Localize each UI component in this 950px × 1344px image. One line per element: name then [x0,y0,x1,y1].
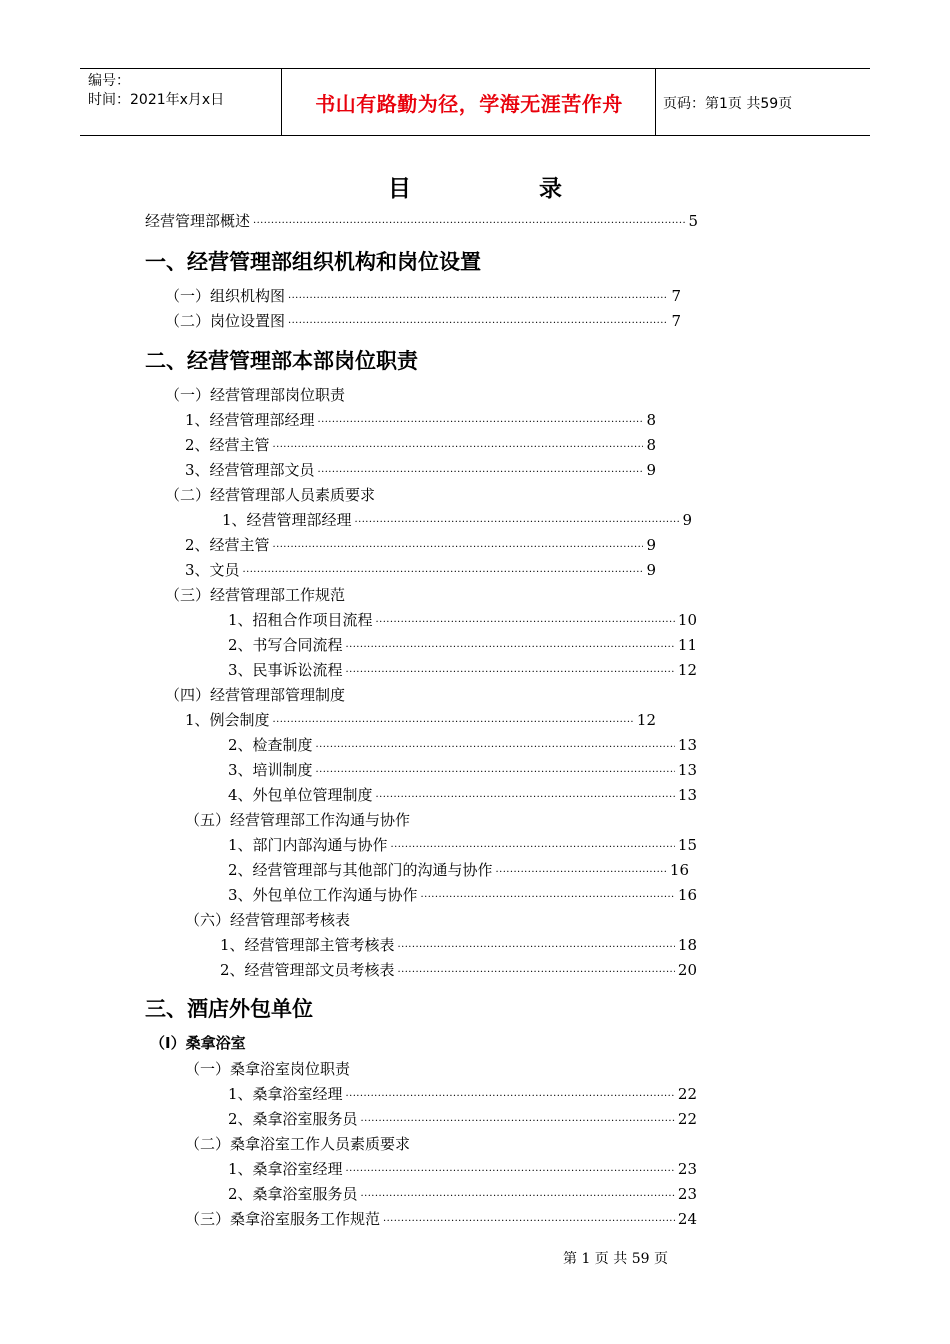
toc-entry[interactable] [165,310,681,330]
toc-entry-page: 16 [677,886,697,904]
toc-entry-text: 1、桑拿浴室经理 [228,1085,343,1103]
toc-entry[interactable] [228,734,697,754]
dot-leader [346,642,675,653]
toc-entry[interactable] [185,434,656,454]
toc-entry-text: 2、经营主管 [185,536,270,554]
toc-group: （三）经营管理部工作规范 [165,586,346,604]
toc-entry[interactable] [228,834,697,854]
toc-entry-page: 8 [646,411,656,429]
toc-entry[interactable] [228,1083,697,1103]
toc-entry-text: 1、经营管理部经理 [222,511,352,529]
toc-entry-page: 12 [636,711,656,729]
toc-entry-text: （一）组织机构图 [165,287,286,305]
toc-group: （二）桑拿浴室工作人员素质要求 [185,1135,411,1153]
toc-entry-page: 9 [646,461,656,479]
toc-entry-text: 2、桑拿浴室服务员 [228,1185,358,1203]
toc-entry-text: 2、检查制度 [228,736,313,754]
toc-entry[interactable] [228,784,697,804]
toc-entry[interactable] [145,210,698,230]
dot-leader [391,842,675,853]
toc-entry-text: （三）桑拿浴室服务工作规范 [185,1210,381,1228]
toc-entry-text: 2、经营主管 [185,436,270,454]
dot-leader [273,542,644,553]
toc-entry-text: （二）岗位设置图 [165,312,286,330]
dot-leader [361,1116,675,1127]
toc-title: 目 录 [387,176,622,202]
dot-leader [421,892,675,903]
dot-leader [346,1166,675,1177]
toc-entry[interactable] [185,459,656,479]
toc-entry-page: 11 [677,636,697,654]
toc-entry[interactable] [220,934,697,954]
toc-group: （六）经营管理部考核表 [185,911,351,929]
toc-entry-page: 9 [646,536,656,554]
dot-leader [318,417,644,428]
toc-entry-text: 3、文员 [185,561,240,579]
toc-entry-page: 13 [677,761,697,779]
toc-entry-page: 5 [688,212,698,230]
header-page-info: 页码：第1页 共59页 [663,96,793,112]
toc-entry-text: 经营管理部概述 [145,212,251,230]
toc-entry-text: 3、民事诉讼流程 [228,661,343,679]
toc-group: （五）经营管理部工作沟通与协作 [185,811,411,829]
toc-entry[interactable] [222,509,692,529]
toc-entry-page: 23 [677,1160,697,1178]
dot-leader [346,667,675,678]
toc-entry-page: 12 [677,661,697,679]
toc-entry-text: 1、招租合作项目流程 [228,611,373,629]
header-divider [655,69,656,135]
toc-entry[interactable] [165,285,681,305]
dot-leader [243,567,644,578]
time-label: 时间：2021年x月x日 [88,92,225,108]
toc-entry-text: 1、经营管理部主管考核表 [220,936,395,954]
toc-entry-text: 1、桑拿浴室经理 [228,1160,343,1178]
toc-entry-page: 13 [677,786,697,804]
dot-leader [288,318,668,329]
toc-entry-text: 1、经营管理部经理 [185,411,315,429]
subsection-heading: （Ⅰ）桑拿浴室 [150,1034,246,1052]
toc-entry[interactable] [228,1108,697,1128]
page-header [80,68,870,136]
toc-entry[interactable] [228,609,697,629]
section-heading: 三、酒店外包单位 [145,997,313,1021]
toc-entry-text: 3、培训制度 [228,761,313,779]
toc-entry-page: 24 [677,1210,697,1228]
section-heading: 二、经营管理部本部岗位职责 [145,349,418,373]
toc-group: （一）桑拿浴室岗位职责 [185,1060,351,1078]
toc-entry-page: 16 [669,861,689,879]
toc-entry[interactable] [185,709,656,729]
toc-entry-page: 18 [677,936,697,954]
toc-entry-page: 7 [671,312,681,330]
number-label: 编号： [88,73,130,89]
toc-entry-text: 1、部门内部沟通与协作 [228,836,388,854]
toc-entry[interactable] [220,959,697,979]
page-footer: 第 1 页 共 59 页 [563,1251,668,1267]
dot-leader [496,867,667,878]
dot-leader [398,967,675,978]
dot-leader [376,617,675,628]
header-motto: 书山有路勤为径，学海无涯苦作舟 [315,91,623,116]
toc-entry-page: 23 [677,1185,697,1203]
toc-entry-page: 9 [682,511,692,529]
toc-entry[interactable] [185,409,656,429]
toc-entry[interactable] [185,1208,697,1228]
toc-entry[interactable] [228,1158,697,1178]
header-meta [88,72,224,110]
toc-entry-text: 3、外包单位工作沟通与协作 [228,886,418,904]
dot-leader [253,218,685,229]
toc-entry[interactable] [228,884,697,904]
dot-leader [316,742,675,753]
toc-entry-page: 8 [646,436,656,454]
toc-entry-text: 3、经营管理部文员 [185,461,315,479]
dot-leader [376,792,675,803]
section-heading: 一、经营管理部组织机构和岗位设置 [145,250,481,274]
dot-leader [355,517,680,528]
dot-leader [383,1216,675,1227]
dot-leader [273,442,644,453]
toc-entry-text: 2、桑拿浴室服务员 [228,1110,358,1128]
toc-entry-text: 2、经营管理部与其他部门的沟通与协作 [228,861,493,879]
toc-entry-page: 22 [677,1110,697,1128]
toc-entry-page: 15 [677,836,697,854]
toc-entry[interactable] [228,634,697,654]
toc-group: （二）经营管理部人员素质要求 [165,486,376,504]
toc-entry-page: 7 [671,287,681,305]
dot-leader [361,1191,675,1202]
dot-leader [273,717,634,728]
toc-entry[interactable] [185,559,656,579]
toc-entry-page: 22 [677,1085,697,1103]
dot-leader [316,767,675,778]
toc-entry-page: 13 [677,736,697,754]
dot-leader [346,1091,675,1102]
toc-entry-page: 9 [646,561,656,579]
toc-entry-text: 1、例会制度 [185,711,270,729]
toc-entry-text: 2、经营管理部文员考核表 [220,961,395,979]
toc-entry[interactable] [228,1183,697,1203]
toc-entry-text: 4、外包单位管理制度 [228,786,373,804]
dot-leader [398,942,675,953]
dot-leader [288,293,668,304]
toc-group: （一）经营管理部岗位职责 [165,386,346,404]
toc-entry-page: 10 [677,611,697,629]
toc-entry-page: 20 [677,961,697,979]
toc-entry[interactable] [228,759,697,779]
toc-entry[interactable] [185,534,656,554]
dot-leader [318,467,644,478]
toc-group: （四）经营管理部管理制度 [165,686,346,704]
toc-entry[interactable] [228,859,689,879]
toc-entry[interactable] [228,659,697,679]
toc-entry-text: 2、书写合同流程 [228,636,343,654]
